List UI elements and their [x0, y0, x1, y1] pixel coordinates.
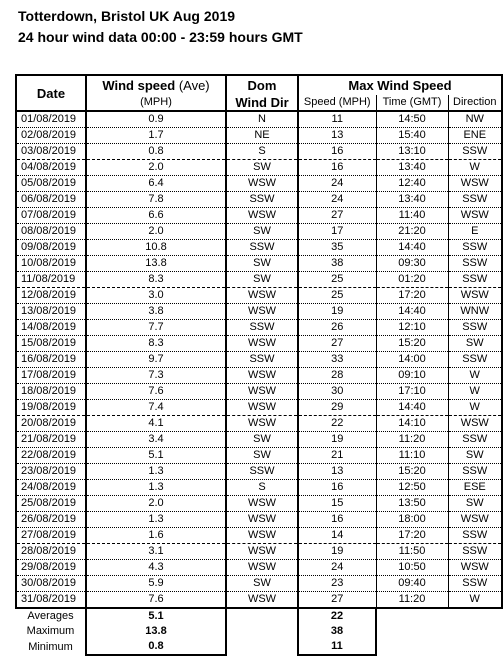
ave-speed-cell: 1.3 — [86, 464, 226, 480]
max-direction-cell: E — [448, 224, 502, 240]
date-cell: 25/08/2019 — [16, 496, 86, 512]
date-cell: 16/08/2019 — [16, 352, 86, 368]
max-direction-cell: SSW — [448, 432, 502, 448]
max-time-cell: 21:20 — [376, 224, 448, 240]
max-time-cell: 15:20 — [376, 464, 448, 480]
dom-dir-cell: SW — [226, 272, 298, 288]
table-header — [16, 75, 502, 111]
max-time-cell: 14:50 — [376, 111, 448, 128]
table-row — [16, 144, 502, 160]
date-cell: 31/08/2019 — [16, 592, 86, 609]
dom-dir-cell: WSW — [226, 496, 298, 512]
date-cell: 14/08/2019 — [16, 320, 86, 336]
summary-spacer — [376, 639, 502, 655]
table-body — [16, 111, 502, 608]
ave-speed-cell: 7.8 — [86, 192, 226, 208]
max-speed-cell: 23 — [298, 576, 376, 592]
max-time-cell: 12:10 — [376, 320, 448, 336]
summary-max-speed: 38 — [298, 624, 376, 639]
max-speed-cell: 25 — [298, 272, 376, 288]
ave-speed-cell: 0.9 — [86, 111, 226, 128]
max-speed-cell: 35 — [298, 240, 376, 256]
ave-speed-cell: 6.4 — [86, 176, 226, 192]
ave-speed-cell: 8.3 — [86, 272, 226, 288]
max-speed-cell: 27 — [298, 208, 376, 224]
max-speed-cell: 38 — [298, 256, 376, 272]
max-direction-cell: WSW — [448, 208, 502, 224]
table-row — [16, 288, 502, 304]
table-row — [16, 496, 502, 512]
max-speed-cell: 19 — [298, 544, 376, 560]
table-row — [16, 352, 502, 368]
summary-ave-speed: 5.1 — [86, 608, 226, 624]
summary-label: Minimum — [28, 640, 73, 653]
ave-speed-cell: 3.8 — [86, 304, 226, 320]
max-time-cell: 17:20 — [376, 288, 448, 304]
table-row — [16, 448, 502, 464]
ave-speed-cell: 2.0 — [86, 160, 226, 176]
date-cell: 13/08/2019 — [16, 304, 86, 320]
dom-dir-cell: NE — [226, 128, 298, 144]
table-row — [16, 432, 502, 448]
dom-dir-cell: WSW — [226, 336, 298, 352]
summary-max-speed: 11 — [298, 639, 376, 655]
ave-speed-cell: 6.6 — [86, 208, 226, 224]
ave-speed-cell: 7.3 — [86, 368, 226, 384]
max-speed-cell: 13 — [298, 464, 376, 480]
ave-speed-cell: 7.6 — [86, 592, 226, 609]
header-direction: Direction — [448, 95, 502, 111]
dom-dir-cell: SSW — [226, 192, 298, 208]
date-cell: 06/08/2019 — [16, 192, 86, 208]
max-time-cell: 14:40 — [376, 400, 448, 416]
date-cell: 18/08/2019 — [16, 384, 86, 400]
summary-spacer — [376, 608, 502, 624]
max-time-cell: 13:10 — [376, 144, 448, 160]
ave-speed-cell: 1.3 — [86, 512, 226, 528]
max-time-cell: 09:40 — [376, 576, 448, 592]
summary-spacer — [226, 639, 298, 655]
summary-row — [16, 608, 502, 624]
table-row — [16, 576, 502, 592]
max-speed-cell: 21 — [298, 448, 376, 464]
max-direction-cell: NW — [448, 111, 502, 128]
ave-speed-cell: 10.8 — [86, 240, 226, 256]
dom-dir-cell: S — [226, 144, 298, 160]
table-row — [16, 464, 502, 480]
ave-speed-cell: 9.7 — [86, 352, 226, 368]
date-cell: 01/08/2019 — [16, 111, 86, 128]
date-cell: 21/08/2019 — [16, 432, 86, 448]
max-speed-cell: 13 — [298, 128, 376, 144]
max-speed-cell: 30 — [298, 384, 376, 400]
max-time-cell: 14:40 — [376, 304, 448, 320]
ave-speed-cell: 13.8 — [86, 256, 226, 272]
max-time-cell: 18:00 — [376, 512, 448, 528]
max-time-cell: 11:20 — [376, 592, 448, 609]
ave-speed-cell: 7.7 — [86, 320, 226, 336]
date-cell: 17/08/2019 — [16, 368, 86, 384]
dom-dir-cell: WSW — [226, 560, 298, 576]
max-time-cell: 15:20 — [376, 336, 448, 352]
max-direction-cell: WSW — [448, 560, 502, 576]
dom-dir-cell: WSW — [226, 544, 298, 560]
dom-dir-cell: WSW — [226, 368, 298, 384]
table-row — [16, 368, 502, 384]
max-speed-cell: 16 — [298, 160, 376, 176]
max-time-cell: 14:40 — [376, 240, 448, 256]
date-cell: 05/08/2019 — [16, 176, 86, 192]
header-wind-speed-ave: (Ave) — [178, 78, 210, 93]
max-speed-cell: 27 — [298, 592, 376, 609]
header-wind-speed-label: Wind speed — [102, 78, 176, 93]
max-direction-cell: SSW — [448, 144, 502, 160]
max-time-cell: 13:40 — [376, 192, 448, 208]
max-speed-cell: 19 — [298, 304, 376, 320]
dom-dir-cell: SW — [226, 432, 298, 448]
dom-dir-cell: WSW — [226, 304, 298, 320]
dom-dir-cell: SW — [226, 448, 298, 464]
table-row — [16, 384, 502, 400]
max-direction-cell: W — [448, 160, 502, 176]
max-time-cell: 09:10 — [376, 368, 448, 384]
max-time-cell: 09:30 — [376, 256, 448, 272]
max-time-cell: 14:00 — [376, 352, 448, 368]
max-time-cell: 01:20 — [376, 272, 448, 288]
max-direction-cell: SSW — [448, 240, 502, 256]
dom-dir-cell: SW — [226, 576, 298, 592]
ave-speed-cell: 3.1 — [86, 544, 226, 560]
max-direction-cell: W — [448, 400, 502, 416]
max-time-cell: 10:50 — [376, 560, 448, 576]
date-cell: 12/08/2019 — [16, 288, 86, 304]
max-speed-cell: 19 — [298, 432, 376, 448]
date-cell: 03/08/2019 — [16, 144, 86, 160]
max-time-cell: 11:40 — [376, 208, 448, 224]
ave-speed-cell: 1.3 — [86, 480, 226, 496]
date-cell: 10/08/2019 — [16, 256, 86, 272]
header-time-gmt: Time (GMT) — [376, 95, 448, 111]
table-row — [16, 272, 502, 288]
summary-label: Averages — [27, 610, 74, 622]
table-row — [16, 256, 502, 272]
max-speed-cell: 17 — [298, 224, 376, 240]
summary-ave-speed: 0.8 — [86, 639, 226, 655]
max-time-cell: 13:40 — [376, 160, 448, 176]
dom-dir-cell: WSW — [226, 528, 298, 544]
max-direction-cell: SSW — [448, 464, 502, 480]
dom-dir-cell: WSW — [226, 208, 298, 224]
summary-section — [16, 608, 502, 655]
dom-dir-cell: WSW — [226, 384, 298, 400]
header-date: Date — [16, 75, 86, 111]
max-direction-cell: SSW — [448, 544, 502, 560]
table-row — [16, 544, 502, 560]
dom-dir-cell: SSW — [226, 240, 298, 256]
max-speed-cell: 25 — [298, 288, 376, 304]
summary-ave-speed: 13.8 — [86, 624, 226, 639]
max-direction-cell: ESE — [448, 480, 502, 496]
wind-data-table — [15, 74, 503, 656]
max-time-cell: 15:40 — [376, 128, 448, 144]
table-row — [16, 480, 502, 496]
max-time-cell: 11:10 — [376, 448, 448, 464]
ave-speed-cell: 2.0 — [86, 496, 226, 512]
header-wind-speed-unit: (MPH) — [86, 95, 226, 111]
max-speed-cell: 16 — [298, 480, 376, 496]
header-dom: Dom — [226, 75, 298, 95]
ave-speed-cell: 2.0 — [86, 224, 226, 240]
report-subtitle: 24 hour wind data 00:00 - 23:59 hours GMT — [18, 29, 303, 45]
ave-speed-cell: 4.3 — [86, 560, 226, 576]
date-cell: 29/08/2019 — [16, 560, 86, 576]
max-direction-cell: SSW — [448, 352, 502, 368]
header-max-wind-speed: Max Wind Speed — [298, 75, 502, 95]
max-direction-cell: W — [448, 384, 502, 400]
max-direction-cell: SSW — [448, 256, 502, 272]
dom-dir-cell: WSW — [226, 400, 298, 416]
max-time-cell: 17:20 — [376, 528, 448, 544]
max-direction-cell: SSW — [448, 272, 502, 288]
ave-speed-cell: 5.9 — [86, 576, 226, 592]
dom-dir-cell: WSW — [226, 288, 298, 304]
max-time-cell: 12:40 — [376, 176, 448, 192]
dom-dir-cell: SSW — [226, 464, 298, 480]
max-direction-cell: W — [448, 368, 502, 384]
date-cell: 09/08/2019 — [16, 240, 86, 256]
max-speed-cell: 33 — [298, 352, 376, 368]
date-cell: 22/08/2019 — [16, 448, 86, 464]
max-direction-cell: SSW — [448, 320, 502, 336]
table-row — [16, 176, 502, 192]
header-speed-mph: Speed (MPH) — [303, 96, 371, 108]
dom-dir-cell: S — [226, 480, 298, 496]
table-row — [16, 320, 502, 336]
report-title: Totterdown, Bristol UK Aug 2019 — [18, 8, 236, 24]
ave-speed-cell: 5.1 — [86, 448, 226, 464]
dom-dir-cell: SW — [226, 256, 298, 272]
max-direction-cell: WSW — [448, 176, 502, 192]
dom-dir-cell: WSW — [226, 176, 298, 192]
table-row — [16, 192, 502, 208]
ave-speed-cell: 1.6 — [86, 528, 226, 544]
dom-dir-cell: SW — [226, 224, 298, 240]
ave-speed-cell: 0.8 — [86, 144, 226, 160]
ave-speed-cell: 3.4 — [86, 432, 226, 448]
max-speed-cell: 29 — [298, 400, 376, 416]
max-direction-cell: SW — [448, 336, 502, 352]
header-wind-dir: Wind Dir — [226, 95, 298, 111]
max-direction-cell: WSW — [448, 512, 502, 528]
date-cell: 26/08/2019 — [16, 512, 86, 528]
max-speed-cell: 14 — [298, 528, 376, 544]
max-direction-cell: SSW — [448, 528, 502, 544]
table-row — [16, 592, 502, 609]
max-time-cell: 11:50 — [376, 544, 448, 560]
max-time-cell: 11:20 — [376, 432, 448, 448]
date-cell: 19/08/2019 — [16, 400, 86, 416]
table-row — [16, 400, 502, 416]
max-direction-cell: WNW — [448, 304, 502, 320]
summary-row — [16, 639, 502, 655]
dom-dir-cell: WSW — [226, 592, 298, 609]
date-cell: 24/08/2019 — [16, 480, 86, 496]
max-speed-cell: 11 — [298, 111, 376, 128]
dom-dir-cell: SSW — [226, 320, 298, 336]
table-row — [16, 160, 502, 176]
max-speed-cell: 24 — [298, 560, 376, 576]
ave-speed-cell: 7.6 — [86, 384, 226, 400]
date-cell: 04/08/2019 — [16, 160, 86, 176]
ave-speed-cell: 8.3 — [86, 336, 226, 352]
max-speed-cell: 27 — [298, 336, 376, 352]
max-speed-cell: 28 — [298, 368, 376, 384]
max-direction-cell: SSW — [448, 576, 502, 592]
summary-spacer — [226, 608, 298, 624]
max-speed-cell: 24 — [298, 176, 376, 192]
max-direction-cell: WSW — [448, 416, 502, 432]
ave-speed-cell: 4.1 — [86, 416, 226, 432]
table-row — [16, 224, 502, 240]
date-cell: 02/08/2019 — [16, 128, 86, 144]
max-speed-cell: 16 — [298, 512, 376, 528]
header-wind-speed — [86, 75, 226, 95]
dom-dir-cell: SW — [226, 160, 298, 176]
table-row — [16, 304, 502, 320]
max-direction-cell: ENE — [448, 128, 502, 144]
table-row — [16, 240, 502, 256]
max-direction-cell: WSW — [448, 288, 502, 304]
max-time-cell: 13:50 — [376, 496, 448, 512]
date-cell: 28/08/2019 — [16, 544, 86, 560]
date-cell: 15/08/2019 — [16, 336, 86, 352]
date-cell: 30/08/2019 — [16, 576, 86, 592]
date-cell: 27/08/2019 — [16, 528, 86, 544]
date-cell: 08/08/2019 — [16, 224, 86, 240]
date-cell: 11/08/2019 — [16, 272, 86, 288]
max-speed-cell: 22 — [298, 416, 376, 432]
max-direction-cell: SW — [448, 448, 502, 464]
max-time-cell: 14:10 — [376, 416, 448, 432]
max-time-cell: 12:50 — [376, 480, 448, 496]
max-direction-cell: W — [448, 592, 502, 609]
date-cell: 23/08/2019 — [16, 464, 86, 480]
dom-dir-cell: N — [226, 111, 298, 128]
max-speed-cell: 26 — [298, 320, 376, 336]
max-speed-cell: 24 — [298, 192, 376, 208]
ave-speed-cell: 1.7 — [86, 128, 226, 144]
max-direction-cell: SW — [448, 496, 502, 512]
dom-dir-cell: WSW — [226, 512, 298, 528]
table-row — [16, 512, 502, 528]
summary-label: Maximum — [26, 625, 75, 637]
table-row — [16, 208, 502, 224]
max-time-cell: 17:10 — [376, 384, 448, 400]
dom-dir-cell: SSW — [226, 352, 298, 368]
max-speed-cell: 16 — [298, 144, 376, 160]
table-row — [16, 111, 502, 128]
table-row — [16, 128, 502, 144]
date-cell: 07/08/2019 — [16, 208, 86, 224]
date-cell: 20/08/2019 — [16, 416, 86, 432]
ave-speed-cell: 7.4 — [86, 400, 226, 416]
ave-speed-cell: 3.0 — [86, 288, 226, 304]
table-row — [16, 336, 502, 352]
max-direction-cell: SSW — [448, 192, 502, 208]
table-row — [16, 528, 502, 544]
dom-dir-cell: WSW — [226, 416, 298, 432]
table-row — [16, 416, 502, 432]
max-speed-cell: 15 — [298, 496, 376, 512]
summary-max-speed: 22 — [298, 608, 376, 624]
table-row — [16, 560, 502, 576]
